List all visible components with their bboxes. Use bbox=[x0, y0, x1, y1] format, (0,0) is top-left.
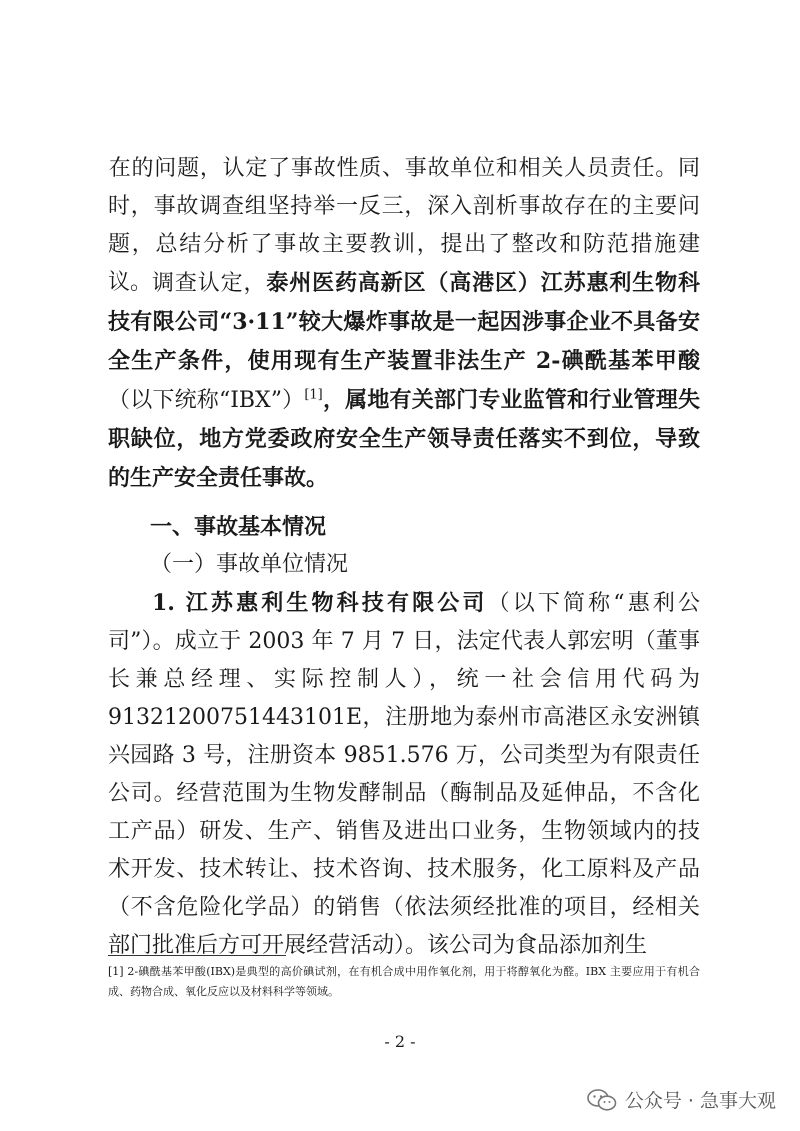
footnote-ref[interactable]: [1] bbox=[304, 387, 323, 403]
footnote: [1] 2-碘酰基苯甲酸(IBX)是典型的高价碘试剂，在有机合成中用作氧化剂，用于将醇氧化为醛。IBX 主要应用于有机合成、药物合成、氧化反应以及材料科学等领域。 bbox=[108, 965, 700, 998]
company-name: 1. 江苏惠利生物科技有限公司 bbox=[152, 590, 488, 616]
finding-lead: 调查认定， bbox=[152, 271, 267, 296]
finding-mid: （以下统称“IBX”） bbox=[108, 388, 305, 413]
finding-bold-b: ，属地有关部门专业监管和行业管理失职缺位，地方党委政府安全生产领导责任落实不到位，导致的生产安全责任事故。 bbox=[108, 387, 700, 491]
wechat-icon bbox=[587, 1089, 617, 1111]
footnote-divider bbox=[108, 955, 286, 956]
watermark bbox=[587, 1086, 776, 1113]
section-heading: 一、事故基本情况 bbox=[150, 514, 327, 540]
finding-bold-a: 泰州医药高新区（高港区）江苏惠利生物科技有限公司“3·11”较大爆炸事故是一起因涉事企业不具备安全生产条件，使用现有生产装置非法生产 2-碘酰基苯甲酸 bbox=[108, 270, 700, 374]
paragraph-intro-text: 在的问题，认定了事故性质、事故单位和相关人员责任。同时，事故调查组坚持举一反三，深入剖析事故存在的主要问题，总结分析了事故主要教训，提出了整改和防范措施建议。 bbox=[108, 156, 700, 295]
page-number: - 2 - bbox=[384, 1032, 416, 1051]
paragraph-company bbox=[108, 584, 700, 965]
paragraph-finding bbox=[108, 264, 700, 498]
watermark-text: 公众号 · 急事大观 bbox=[624, 1090, 776, 1112]
company-details: （以下简称“惠利公司”）。成立于 2003 年 7 月 7 日，法定代表人郭宏明（董事长兼总经理、实际控制人），统一社会信用代码为 91321200751443101E，注册地为泰州市高港区永安洲镇兴园路 3 号，注册资本 9851.576 万，公司类型为有限责任公司。经营范围为生物发酵制品（酶制品及延伸品，不含化工产品）研发、生产、销售及进出口业务，生物领域内的技术开发、技术转让、技术咨询、技术服务，化工原料及产品（不含危险化学品）的销售（依法须经批准的项目，经相关部门批准后方可开展经营活动）。该公司为食品添加剂生 bbox=[108, 591, 700, 958]
subsection-heading: （一）事故单位情况 bbox=[150, 552, 349, 577]
